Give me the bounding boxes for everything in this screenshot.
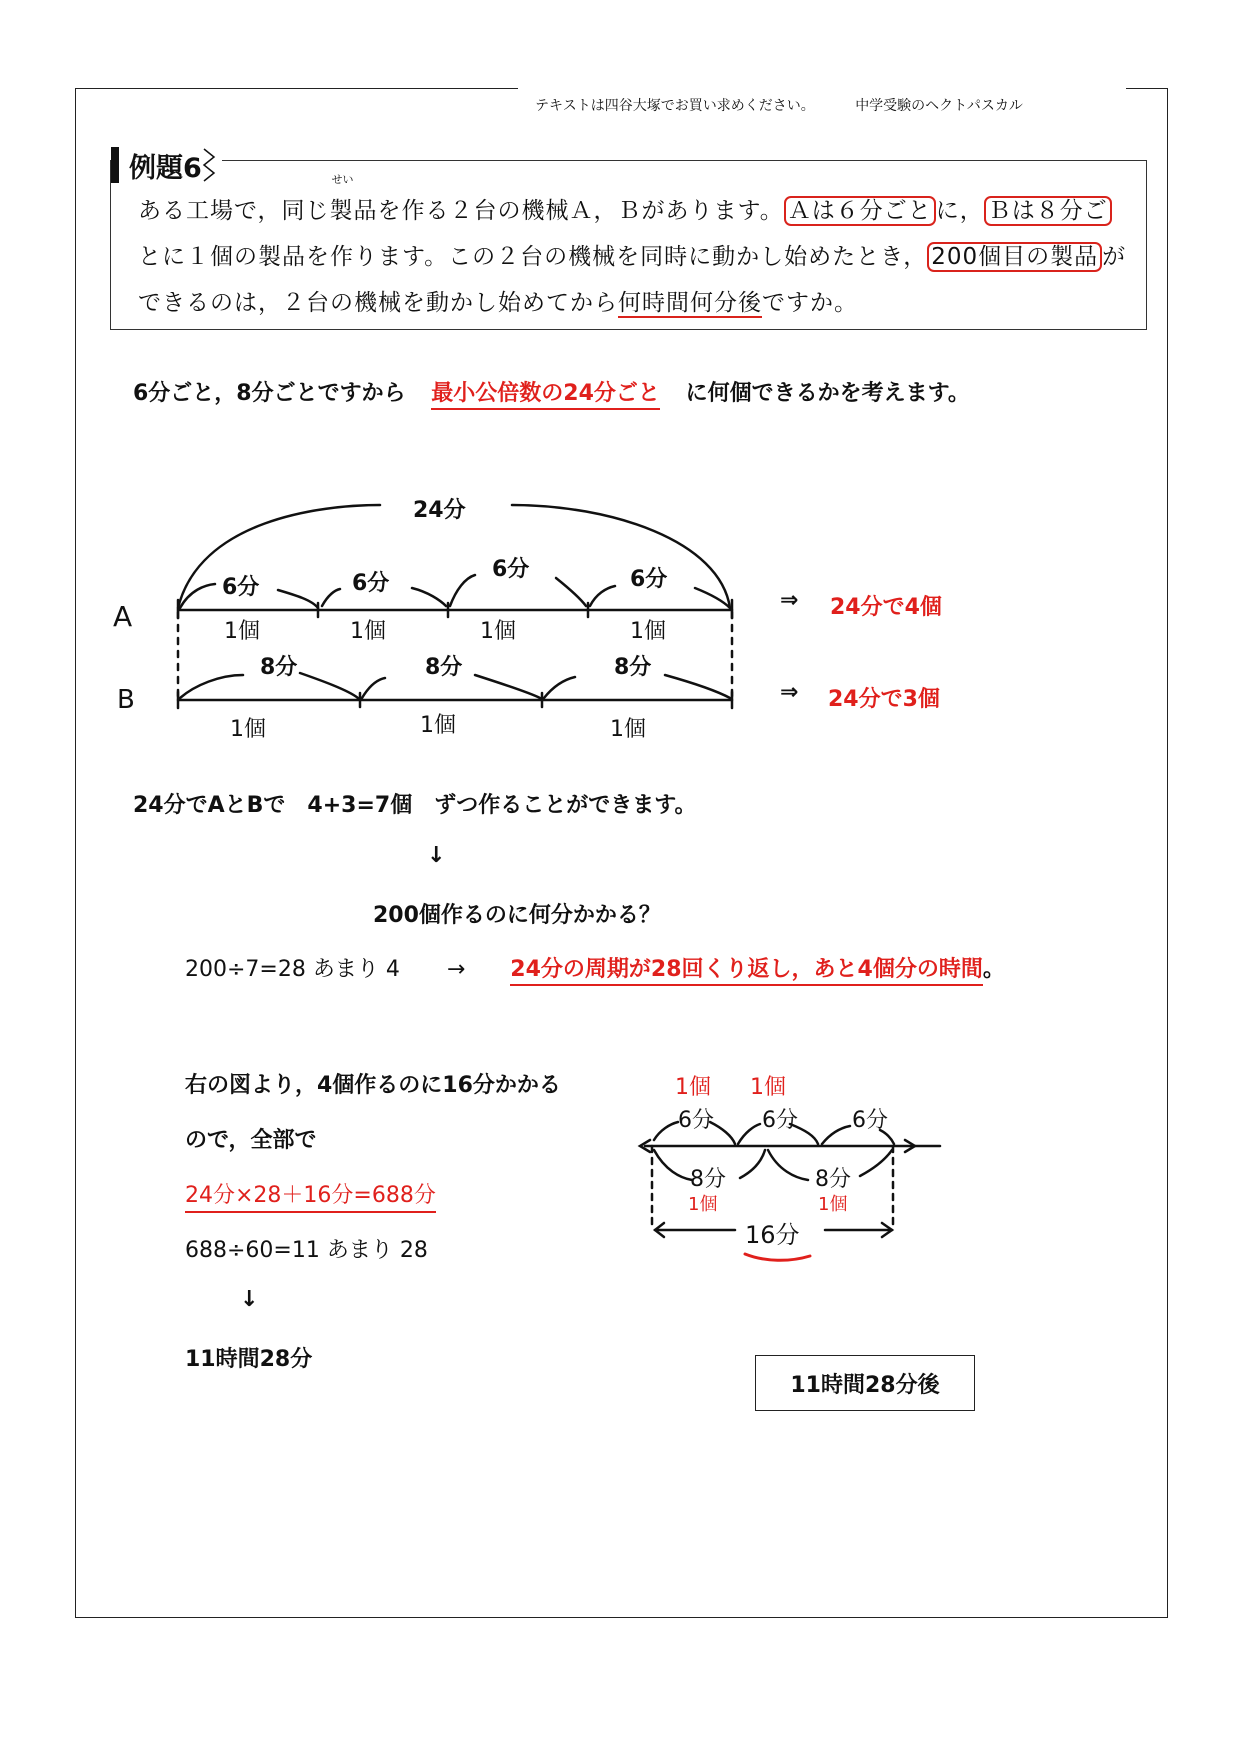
- para-2: ので，全部で: [185, 1128, 317, 1153]
- ruby-sei: せい 製: [329, 173, 354, 224]
- a-result: 24分で4個: [830, 595, 942, 620]
- small-top-interval-1: 6分: [678, 1108, 714, 1133]
- arc-24-left: [178, 505, 380, 608]
- highlight-a-every-6: Ａは６分ごと: [784, 196, 936, 226]
- a-count-4: 1個: [630, 619, 666, 644]
- diagram-total: 24分: [413, 498, 466, 523]
- question-200: 200個作るのに何分かかる？: [373, 903, 661, 928]
- small-bottom-count-1: 1個: [688, 1194, 718, 1215]
- header-notice: テキストは四谷大塚でお買い求めください。: [535, 98, 815, 114]
- b-interval-2: 8分: [425, 655, 463, 680]
- header-brand: 中学受験のヘクトパスカル: [855, 98, 1023, 114]
- small-top-interval-3: 6分: [852, 1108, 888, 1133]
- arc-24-right: [512, 505, 730, 608]
- down-arrow-2-icon: ↓: [240, 1287, 259, 1312]
- a-interval-3: 6分: [492, 557, 530, 582]
- small-bottom-count-2: 1個: [818, 1194, 848, 1215]
- problem-line-2: とに１個の製品を作ります。この２台の機械を同時に動かし始めたとき， 200個目の製品 が: [138, 244, 1127, 270]
- small-bottom-interval-1: 8分: [690, 1167, 726, 1192]
- row-label-a: A: [113, 600, 133, 633]
- calc-division: 200÷7=28 あまり 4 → 24分の周期が28回くり返し，あと4個分の時間。: [185, 952, 1005, 983]
- b-interval-3: 8分: [614, 655, 652, 680]
- highlight-b-every-8: Ｂは８分ご: [984, 196, 1112, 226]
- solution-line-2: 24分でAとBで 4+3=7個 ずつ作ることができます。: [133, 793, 697, 818]
- b-count-2: 1個: [420, 713, 456, 738]
- right-arrow-icon: →: [446, 957, 466, 982]
- cycle-highlight: 24分の周期が28回くり返し，あと4個分の時間: [510, 957, 983, 986]
- b-interval-1: 8分: [260, 655, 298, 680]
- small-bottom-interval-2: 8分: [815, 1167, 851, 1192]
- total-calc: 24分×28＋16分=688分: [185, 1178, 436, 1213]
- solution-line-1: 6分ごと，8分ごとですから 最小公倍数の24分ごと に何個できるかを考えます。: [133, 376, 970, 407]
- small-span: 16分: [745, 1221, 800, 1249]
- problem-line-3: できるのは，２台の機械を動かし始めてから何時間何分後ですか。: [138, 290, 858, 316]
- arrow-a-icon: ⇒: [780, 588, 799, 613]
- b-count-3: 1個: [610, 717, 646, 742]
- calc-hours: 688÷60=11 あまり 28: [185, 1238, 428, 1263]
- highlight-200th: 200個目の製品: [927, 242, 1102, 272]
- row-label-b: B: [117, 685, 135, 715]
- para-1: 右の図より，4個作るのに16分かかる: [185, 1073, 561, 1098]
- problem-line-1: ある工場で，同じ せい 製品を作る２台の機械Ａ，Ｂがあります。 Ａは６分ごと に， Ｂは８分ご: [138, 188, 1138, 234]
- a-interval-1: 6分: [222, 575, 260, 600]
- a-interval-4: 6分: [630, 567, 668, 592]
- b-count-1: 1個: [230, 717, 266, 742]
- a-count-1: 1個: [224, 619, 260, 644]
- a-interval-2: 6分: [352, 571, 390, 596]
- question-underline: 何時間何分後: [618, 290, 762, 316]
- answer-box: [755, 1355, 975, 1411]
- a-count-2: 1個: [350, 619, 386, 644]
- lcm-highlight: 最小公倍数の24分ごと: [431, 381, 660, 410]
- result-time: 11時間28分: [185, 1347, 313, 1372]
- arrow-b-icon: ⇒: [780, 680, 799, 705]
- problem-title: 例題6: [129, 152, 202, 184]
- answer-text: 11時間28分後: [790, 1372, 940, 1398]
- down-arrow-icon: ↓: [427, 843, 446, 868]
- small-top-count-2: 1個: [750, 1075, 786, 1100]
- b-result: 24分で3個: [828, 687, 940, 712]
- small-top-count-1: 1個: [675, 1075, 711, 1100]
- small-top-interval-2: 6分: [762, 1108, 798, 1133]
- a-count-3: 1個: [480, 619, 516, 644]
